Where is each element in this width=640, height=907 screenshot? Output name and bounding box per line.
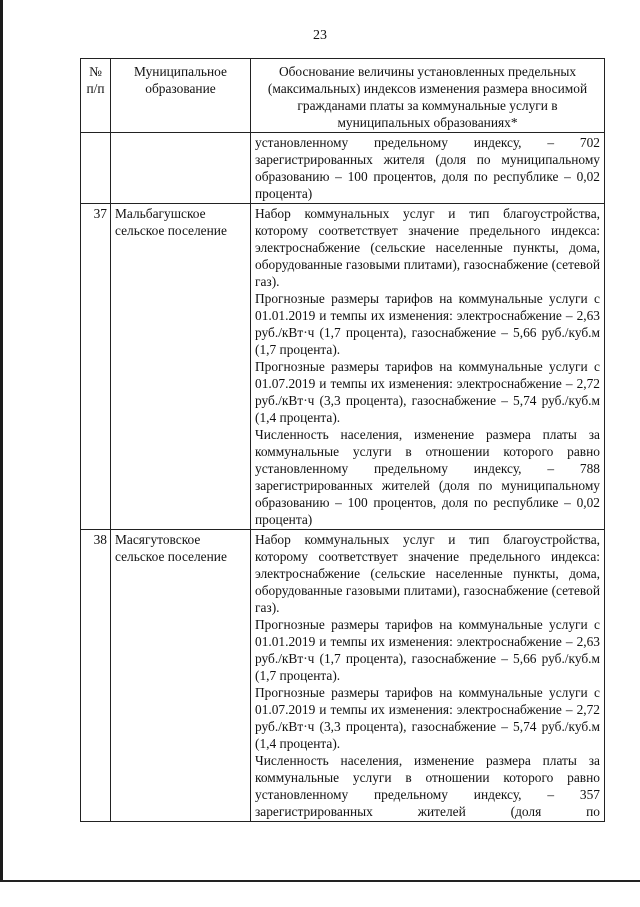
row-num: 37	[81, 204, 111, 530]
table-row	[81, 530, 605, 822]
continuation-num	[81, 133, 111, 204]
paragraph-tariffs-jul: Прогнозные размеры тарифов на коммунальные услуги с 01.07.2019 и темпы их изменения: электроснабжение – 2,72 руб./кВт·ч (3,3 процента), газоснабжение – 5,74 руб./куб.м (1,4 процента).	[255, 359, 600, 425]
row-municipality: Мальбагушское сельское поселение	[111, 204, 251, 530]
row-municipality: Масягутовское сельское поселение	[111, 530, 251, 822]
paragraph-tariffs-jan: Прогнозные размеры тарифов на коммунальные услуги с 01.01.2019 и темпы их изменения: электроснабжение – 2,63 руб./кВт·ч (1,7 процента), газоснабжение – 5,66 руб./куб.м (1,7 процента).	[255, 291, 600, 357]
scan-edge-left	[0, 0, 3, 905]
paragraph-service-set: Набор коммунальных услуг и тип благоустройства, которому соответствует значение предельного индекса: электроснабжение (сельские населенные пункты, дома, оборудованные газовыми плитами), газоснабжение (сетевой газ).	[255, 206, 600, 289]
page-number: 23	[313, 28, 327, 43]
paragraph-service-set: Набор коммунальных услуг и тип благоустройства, которому соответствует значение предельного индекса: электроснабжение (сельские населенные пункты, дома, оборудованные газовыми плитами), газоснабжение (сетевой газ).	[255, 532, 600, 615]
row-justification	[251, 530, 605, 822]
table-header-row	[81, 59, 605, 133]
paragraph-tariffs-jan: Прогнозные размеры тарифов на коммунальные услуги с 01.01.2019 и темпы их изменения: электроснабжение – 2,63 руб./кВт·ч (1,7 процента), газоснабжение – 5,66 руб./куб.м (1,7 процента).	[255, 617, 600, 683]
continuation-text: установленному предельному индексу, – 702 зарегистрированных жителя (доля по муниципальному образованию – 100 процентов, доля по республике – 0,02 процента)	[251, 133, 605, 204]
paragraph-tariffs-jul: Прогнозные размеры тарифов на коммунальные услуги с 01.07.2019 и темпы их изменения: электроснабжение – 2,72 руб./кВт·ч (3,3 процента), газоснабжение – 5,74 руб./куб.м (1,4 процента).	[255, 685, 600, 751]
header-municipality: Муниципальное образование	[111, 59, 251, 133]
tariff-table	[80, 58, 605, 822]
row-num: 38	[81, 530, 111, 822]
paragraph-population: Численность населения, изменение размера платы за коммунальные услуги в отношении которого равно установленному предельному индексу, – 788 зарегистрированных жителей (доля по муниципальному образованию – 100 процентов, доля по республике – 0,02 процента)	[255, 427, 600, 527]
continuation-row	[81, 133, 605, 204]
header-num: № п/п	[81, 59, 111, 133]
row-justification	[251, 204, 605, 530]
paragraph-population: Численность населения, изменение размера платы за коммунальные услуги в отношении которого равно установленному предельному индексу, – 357 зарегистрированных жителей (доля по	[255, 753, 600, 819]
header-justification: Обоснование величины установленных предельных (максимальных) индексов изменения размера вносимой гражданами платы за коммунальные услуги в муниципальных образованиях*	[251, 59, 605, 133]
table-row	[81, 204, 605, 530]
continuation-municipality	[111, 133, 251, 204]
scan-edge-bottom	[0, 880, 640, 907]
